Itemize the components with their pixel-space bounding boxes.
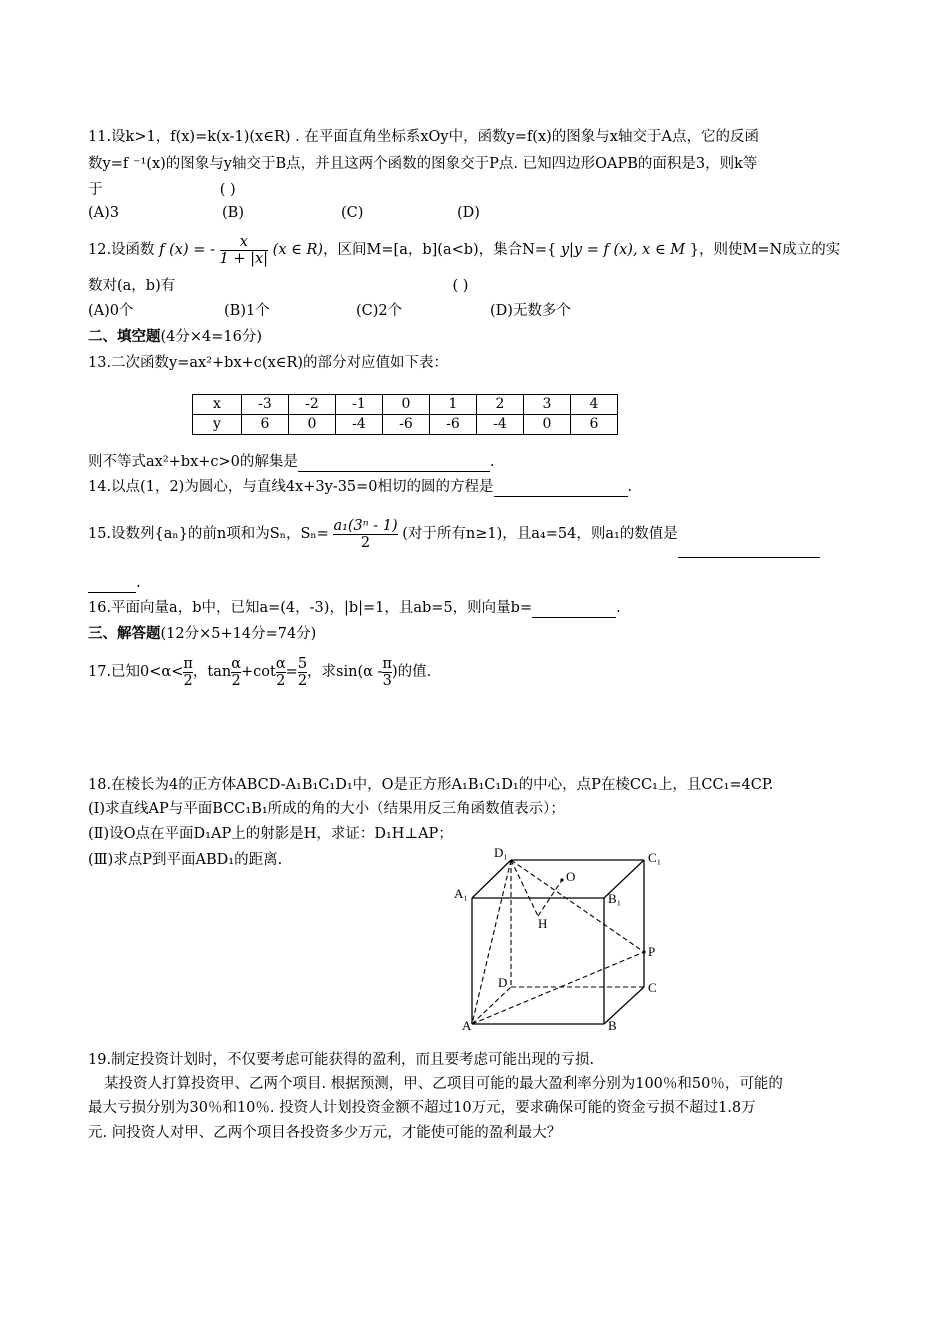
q15-frac-den: 2 — [360, 534, 371, 551]
q17-frac-2-num: α — [231, 655, 242, 672]
q17-frac-3-num: α — [275, 655, 286, 672]
q11-option-d: (D) — [457, 205, 480, 221]
label-h: H — [538, 916, 548, 931]
q11-option-a: (A)3 — [88, 205, 120, 221]
q12-set-expr: y|y = f (x), x ∈ M — [560, 242, 686, 258]
label-a1: A₁ — [454, 886, 468, 901]
table-cell: 6 — [242, 415, 289, 435]
label-c1: C₁ — [648, 850, 662, 865]
table-cell: 0 — [289, 415, 336, 435]
q17-frac-1-den: 2 — [183, 672, 193, 689]
q17-frac-2-den: 2 — [231, 672, 241, 689]
q19-line2: 某投资人打算投资甲、乙两个项目. 根据预测，甲、乙项目可能的最大盈利率分别为100％和50％，可能的 — [104, 1076, 783, 1092]
q15-frac-num: a₁(3ⁿ - 1) — [333, 517, 398, 534]
table-cell: -3 — [242, 395, 289, 415]
q12-domain: (x ∈ R) — [272, 242, 324, 258]
q16-text: 16.平面向量a，b中，已知a=(4，-3)，|b|=1，且ab=5，则向量b= — [88, 600, 533, 616]
q19-line1: 19.制定投资计划时，不仅要考虑可能获得的盈利，而且要考虑可能出现的亏损. — [88, 1052, 595, 1068]
point-p — [642, 950, 645, 953]
q13-question-text: 则不等式ax²+bx+c>0的解集是 — [88, 454, 298, 470]
table-cell: 0 — [524, 415, 571, 435]
section3-note: (12分×5+14分=74分) — [160, 626, 317, 642]
q18-line4: (Ⅲ)求点P到平面ABD₁的距离. — [88, 852, 283, 868]
q17-frac-5-num: π — [382, 655, 392, 672]
table-cell: 6 — [571, 415, 618, 435]
edge-a1-d1 — [472, 860, 511, 898]
q16-end: . — [616, 600, 621, 616]
label-a: A — [462, 1018, 472, 1033]
q18-line2: (Ⅰ)求直线AP与平面BCC₁B₁所成的角的大小（结果用反三角函数值表示）； — [88, 801, 565, 817]
table-cell: 0 — [383, 395, 430, 415]
table-cell-x-label: x — [193, 395, 242, 415]
q13-text: 13.二次函数y=ax²+bx+c(x∈R)的部分对应值如下表： — [88, 355, 449, 371]
q17-p6: )的值. — [391, 664, 432, 680]
label-c: C — [648, 980, 657, 995]
q11-answer-paren: ( ) — [219, 182, 236, 198]
q17-frac-1-num: π — [183, 655, 193, 672]
label-b: B — [608, 1018, 617, 1033]
q17-frac-5-den: 3 — [382, 672, 392, 689]
q13-end: . — [489, 454, 495, 470]
label-d1: D₁ — [494, 845, 508, 860]
table-cell: 3 — [524, 395, 571, 415]
q12-suffix: }，则使M=N成立的实 — [689, 242, 841, 258]
table-cell: -6 — [383, 415, 430, 435]
table-cell: 2 — [477, 395, 524, 415]
q15-prefix: 15.设数列{aₙ}的前n项和为Sₙ，Sₙ= — [88, 526, 329, 542]
q12-frac-num: x — [220, 234, 269, 251]
point-o — [560, 878, 563, 881]
q18-line3: (Ⅱ)设O点在平面D₁AP上的射影是H，求证：D₁H⊥AP； — [88, 826, 453, 842]
q15-end: . — [136, 575, 141, 591]
q12-option-c: (C)2个 — [356, 303, 403, 319]
q18-line1: 18.在棱长为4的正方体ABCD-A₁B₁C₁D₁中，O是正方形A₁B₁C₁D₁的中心，点P在棱CC₁上，且CC₁=4CP. — [88, 777, 774, 793]
table-cell: -4 — [477, 415, 524, 435]
q11-option-b: (B) — [222, 205, 244, 221]
table-cell: -1 — [336, 395, 383, 415]
edge-a-d — [472, 987, 511, 1024]
table-cell: -4 — [336, 415, 383, 435]
q11-line2: 数y=f ⁻¹(x)的图象与y轴交于B点，并且这两个函数的图象交于P点. 已知四边形OAPB的面积是3，则k等 — [88, 156, 758, 172]
q17-frac-3-den: 2 — [276, 672, 286, 689]
table-cell: 1 — [430, 395, 477, 415]
q17-frac-4-num: 5 — [297, 655, 308, 672]
q17-p2: ，tan — [192, 664, 232, 680]
label-d: D — [498, 975, 508, 990]
q11-line3-text: 于 — [88, 182, 103, 198]
q15-suffix: (对于所有n≥1)，且a₄=54，则a₁的数值是 — [402, 526, 678, 542]
q19-line4: 元. 问投资人对甲、乙两个项目各投资多少万元，才能使可能的盈利最大？ — [88, 1125, 562, 1141]
q17-p1: 17.已知0<α< — [88, 664, 184, 680]
table-cell: -2 — [289, 395, 336, 415]
label-p: P — [648, 944, 656, 959]
q12-prefix: 12.设函数 — [88, 242, 155, 258]
q12-line2-text: 数对(a，b)有 — [88, 278, 176, 294]
q17-p4: = — [285, 664, 298, 680]
line-d1-p — [511, 860, 644, 952]
q12-middle: ，区间M=[a，b](a<b)，集合N={ — [323, 242, 557, 258]
line-d1-a — [472, 860, 511, 1024]
q11-line1: 11.设k>1，f(x)=k(x-1)(x∈R) . 在平面直角坐标系xOy中，函数y=f(x)的图象与x轴交于A点，它的反函 — [88, 129, 759, 145]
q19-line3: 最大亏损分别为30％和10％. 投资人计划投资金额不超过10万元，要求确保可能的资金亏损不超过1.8万 — [88, 1100, 756, 1116]
q17-p3: +cot — [241, 664, 276, 680]
table-cell-y-label: y — [193, 415, 242, 435]
label-o: O — [566, 869, 576, 884]
q17-frac-4-den: 2 — [297, 672, 308, 689]
q12-frac-den: 1 + |x| — [219, 250, 269, 267]
line-d1-h — [511, 860, 538, 916]
section3-title: 三、解答题 — [88, 625, 161, 642]
table-cell: -6 — [430, 415, 477, 435]
q14-text: 14.以点(1，2)为圆心，与直线4x+3y-35=0相切的圆的方程是 — [88, 479, 494, 495]
q17-p5: ，求sin(α - — [307, 664, 383, 680]
q12-answer-paren: ( ) — [452, 278, 469, 294]
section2-title: 二、填空题 — [88, 328, 161, 345]
label-b1: B₁ — [608, 891, 622, 906]
section2-note: (4分×4=16分) — [160, 329, 263, 345]
q12-func-lhs: f (x) = - — [159, 242, 215, 258]
q14-end: . — [627, 479, 633, 495]
q12-option-b: (B)1个 — [224, 303, 270, 319]
q12-option-d: (D)无数多个 — [490, 303, 571, 319]
q12-option-a: (A)0个 — [88, 303, 134, 319]
table-cell: 4 — [571, 395, 618, 415]
q11-option-c: (C) — [341, 205, 364, 221]
